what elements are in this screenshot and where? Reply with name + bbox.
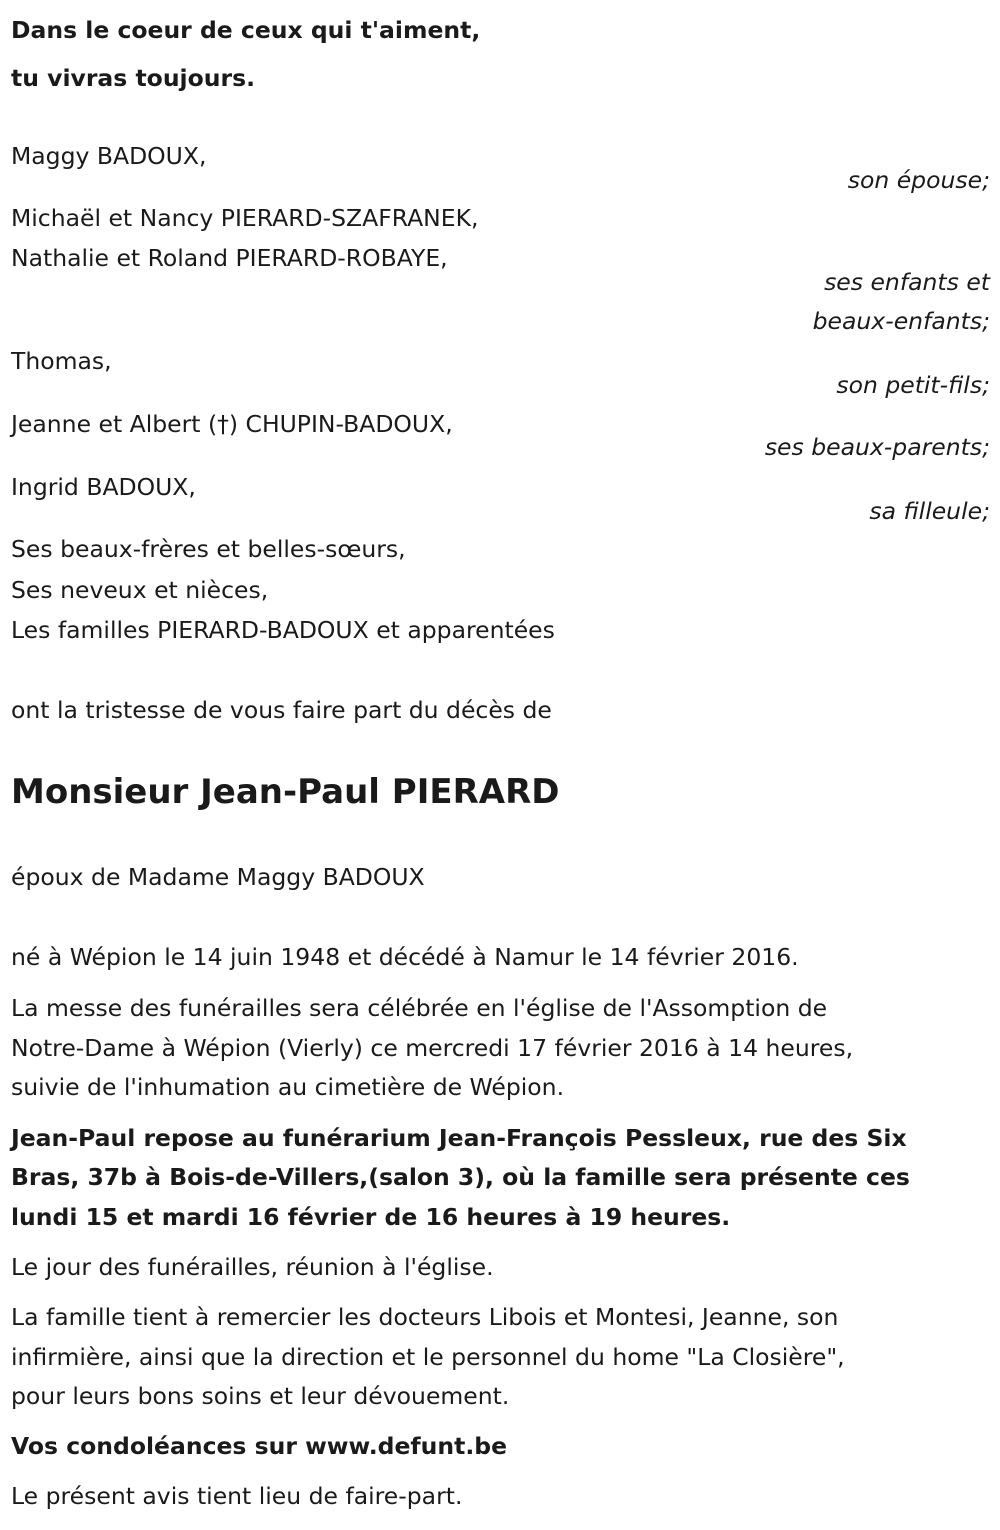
closing: Le présent avis tient lieu de faire-part. (11, 1482, 463, 1510)
birth-death: né à Wépion le 14 juin 1948 et décédé à Namur le 14 février 2016. (11, 943, 799, 971)
condolences: Vos condoléances sur www.defunt.be (11, 1432, 508, 1460)
mass-line: La messe des funérailles sera célébrée en l'église de l'Assomption de (11, 994, 828, 1022)
spouse-of: époux de Madame Maggy BADOUX (11, 863, 425, 891)
mass-line: suivie de l'inhumation au cimetière de Wépion. (11, 1073, 565, 1101)
announcement: ont la tristesse de vous faire part du décès de (11, 696, 552, 724)
other-family: Les familles PIERARD-BADOUX et apparentées (11, 616, 555, 644)
thanks-line: La famille tient à remercier les docteurs Libois et Montesi, Jeanne, son (11, 1303, 839, 1331)
mass-line: Notre-Dame à Wépion (Vierly) ce mercredi 17 février 2016 à 14 heures, (11, 1034, 854, 1062)
grandson-name: Thomas, (11, 347, 112, 375)
children-role: ses enfants et (824, 268, 990, 296)
deceased-name: Monsieur Jean-Paul PIERARD (11, 772, 560, 812)
thanks-line: pour leurs bons soins et leur dévouement. (11, 1382, 510, 1410)
child-name: Nathalie et Roland PIERARD-ROBAYE, (11, 244, 448, 272)
other-family: Ses beaux-frères et belles-sœurs, (11, 535, 406, 563)
in-laws-role: ses beaux-parents; (764, 433, 990, 461)
epigraph-line: Dans le coeur de ceux qui t'aiment, (11, 16, 481, 44)
child-name: Michaël et Nancy PIERARD-SZAFRANEK, (11, 204, 479, 232)
goddaughter-name: Ingrid BADOUX, (11, 473, 196, 501)
visitation-line: Jean-Paul repose au funérarium Jean-François Pessleux, rue des Six (11, 1124, 907, 1152)
grandson-role: son petit-fils; (836, 371, 990, 399)
spouse-role: son épouse; (847, 166, 990, 194)
visitation-line: Bras, 37b à Bois-de-Villers,(salon 3), où la famille sera présente ces (11, 1163, 910, 1191)
children-role: beaux-enfants; (812, 307, 990, 335)
meeting: Le jour des funérailles, réunion à l'église. (11, 1253, 494, 1281)
visitation-line: lundi 15 et mardi 16 février de 16 heures à 19 heures. (11, 1203, 731, 1231)
thanks-line: infirmière, ainsi que la direction et le personnel du home "La Closière", (11, 1343, 845, 1371)
spouse-name: Maggy BADOUX, (11, 142, 207, 170)
in-laws-name: Jeanne et Albert (†) CHUPIN-BADOUX, (11, 410, 453, 438)
other-family: Ses neveux et nièces, (11, 576, 269, 604)
epigraph-line: tu vivras toujours. (11, 64, 255, 92)
goddaughter-role: sa filleule; (869, 497, 990, 525)
